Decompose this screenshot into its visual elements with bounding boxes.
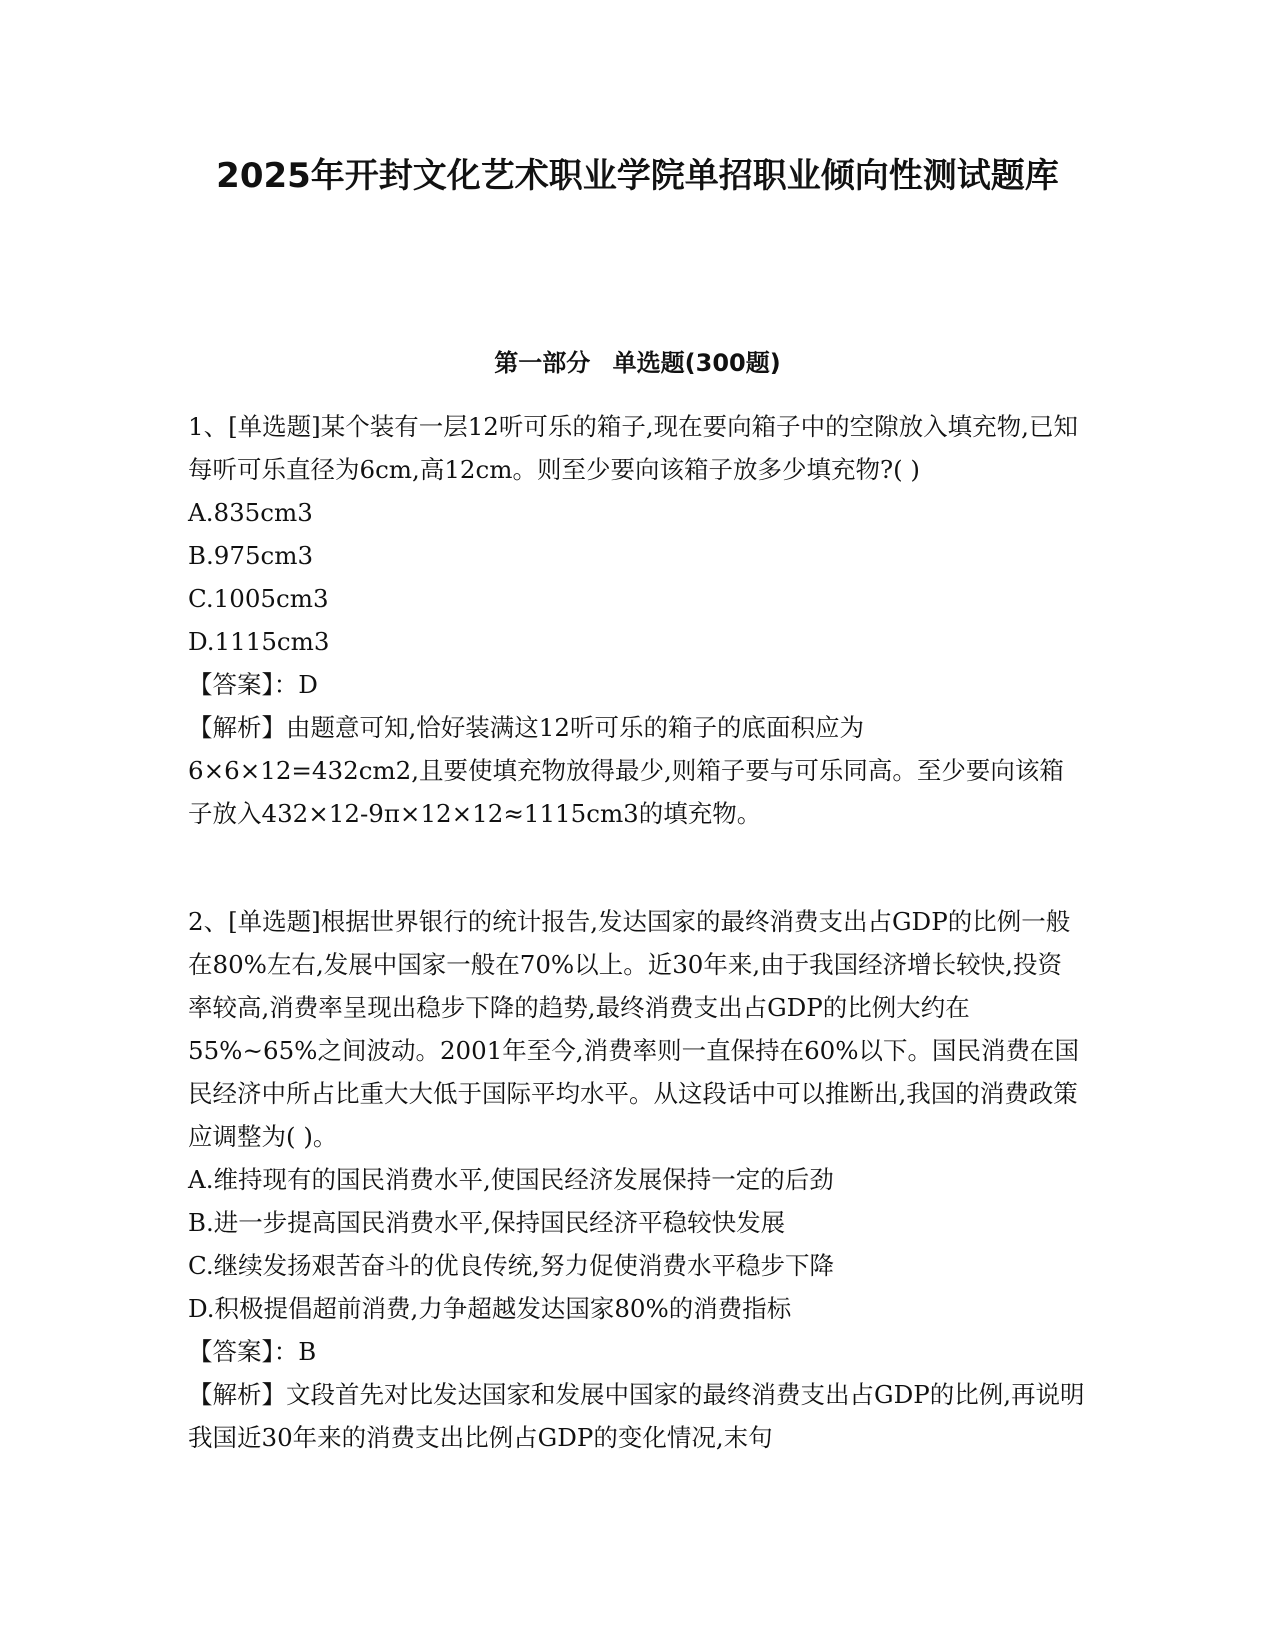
option-a: A.835cm3 — [188, 498, 313, 527]
option-d: D.1115cm3 — [188, 627, 330, 656]
analysis: 【解析】文段首先对比发达国家和发展中国家的最终消费支出占GDP的比例,再说明我国近30年来的消费支出比例占GDP的变化情况,末句 — [188, 1380, 1085, 1452]
answer: 【答案】：B — [188, 1337, 317, 1366]
question-1 — [188, 405, 1086, 835]
answer: 【答案】：D — [188, 670, 318, 699]
option-c: C.1005cm3 — [188, 584, 329, 613]
analysis: 【解析】由题意可知,恰好装满这12听可乐的箱子的底面积应为6×6×12=432cm2,且要使填充物放得最少,则箱子要与可乐同高。至少要向该箱子放入432×12-9π×12×12≈1115cm3的填充物。 — [188, 713, 1064, 828]
question-stem: 2、[单选题]根据世界银行的统计报告,发达国家的最终消费支出占GDP的比例一般在80%左右,发展中国家一般在70%以上。近30年来,由于我国经济增长较快,投资率较高,消费率呈现出稳步下降的趋势,最终消费支出占GDP的比例大约在55%~65%之间波动。2001年至今,消费率则一直保持在60%以下。国民消费在国民经济中所占比重大大低于国际平均水平。从这段话中可以推断出,我国的消费政策应调整为( )。 — [188, 907, 1080, 1151]
option-d: D.积极提倡超前消费,力争超越发达国家80%的消费指标 — [188, 1294, 792, 1323]
option-c: C.继续发扬艰苦奋斗的优良传统,努力促使消费水平稳步下降 — [188, 1251, 834, 1280]
question-2 — [188, 900, 1086, 1459]
question-stem: 1、[单选题]某个装有一层12听可乐的箱子,现在要向箱子中的空隙放入填充物,已知每听可乐直径为6cm,高12cm。则至少要向该箱子放多少填充物?( ) — [188, 412, 1078, 484]
option-b: B.975cm3 — [188, 541, 314, 570]
option-b: B.进一步提高国民消费水平,保持国民经济平稳较快发展 — [188, 1208, 786, 1237]
section-title: 第一部分 单选题(300题) — [494, 349, 781, 377]
option-a: A.维持现有的国民消费水平,使国民经济发展保持一定的后劲 — [188, 1165, 834, 1194]
document-title: 2025年开封文化艺术职业学院单招职业倾向性测试题库 — [216, 156, 1059, 196]
